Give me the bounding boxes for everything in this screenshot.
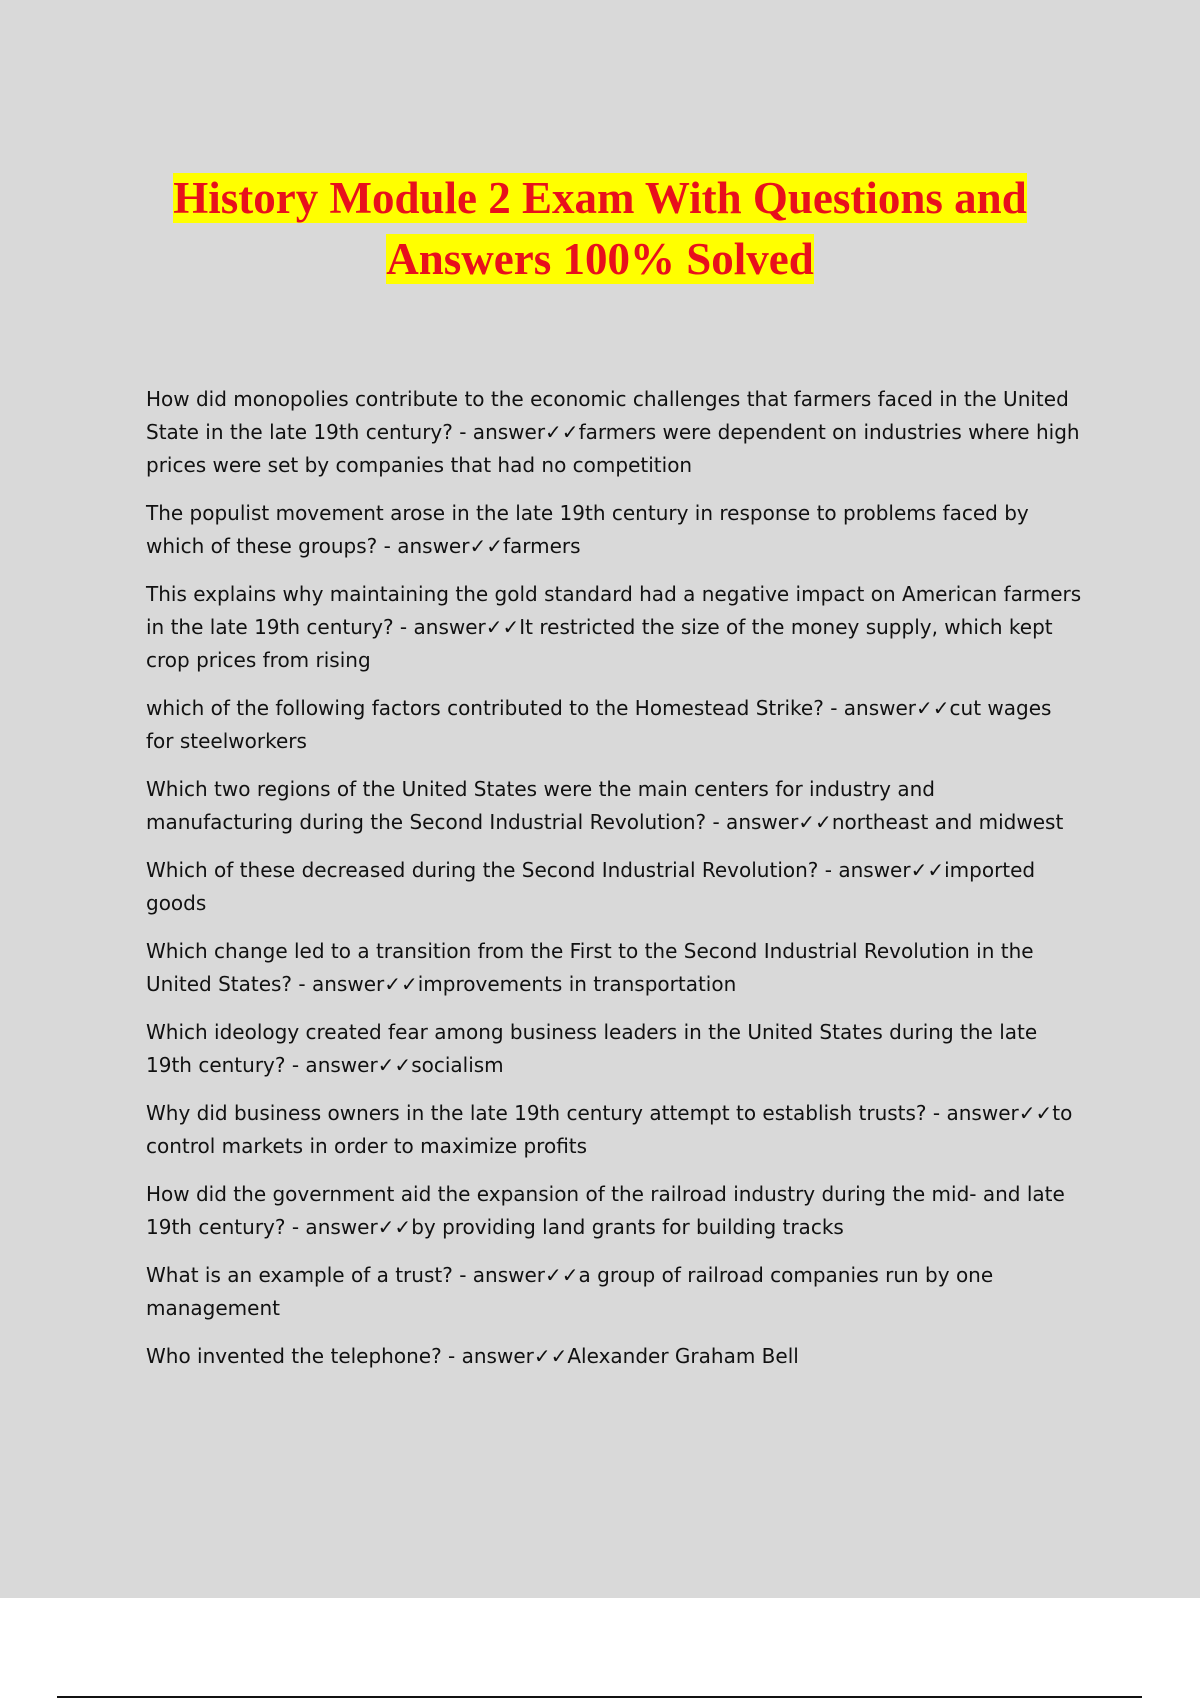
question-text: How did monopolies contribute to the economic challenges that farmers faced in the United State in the late 19th century? [146,387,1069,444]
qa-item [146,497,1082,563]
question-text: which of the following factors contributed to the Homestead Strike? [146,696,824,720]
answer-text: a group of railroad companies run by one management [146,1263,994,1320]
answer-marker: - answer✓✓ [441,1344,568,1368]
qa-item [146,773,1082,839]
answer-text: farmers [502,534,581,558]
qa-item [146,1097,1082,1163]
qa-item [146,1016,1082,1082]
answer-marker: - answer✓✓ [285,1215,412,1239]
answer-marker: - answer✓✓ [452,420,579,444]
qa-item [146,1259,1082,1325]
question-text: Which ideology created fear among business leaders in the United States during the late 19th century? [146,1020,1038,1077]
answer-text: socialism [411,1053,504,1077]
qa-item [146,935,1082,1001]
answer-text: by providing land grants for building tracks [411,1215,844,1239]
question-text: Which change led to a transition from the First to the Second Industrial Revolution in the United States? [146,939,1034,996]
question-text: What is an example of a trust? [146,1263,453,1287]
answer-text: farmers were dependent on industries where high prices were set by companies that had no competition [146,420,1080,477]
qa-item [146,1178,1082,1244]
question-text: Which two regions of the United States were the main centers for industry and manufacturing during the Second Industrial Revolution? [146,777,935,834]
answer-text: imported goods [146,858,1036,915]
answer-marker: - answer✓✓ [393,615,520,639]
answer-text: cut wages for steelworkers [146,696,1052,753]
document-title-text: History Module 2 Exam With Questions and Answers 100% Solved [173,173,1027,284]
question-text: Which of these decreased during the Second Industrial Revolution? [146,858,819,882]
question-text: This explains why maintaining the gold standard had a negative impact on American farmers in the late 19th century? [146,582,1082,639]
answer-text: It restricted the size of the money supply, which kept crop prices from rising [146,615,1053,672]
qa-list [146,383,1082,1388]
qa-item [146,854,1082,920]
answer-marker: - answer✓✓ [818,858,945,882]
answer-text: northeast and midwest [831,810,1064,834]
question-text: Why did business owners in the late 19th century attempt to establish trusts? [146,1101,927,1125]
answer-marker: - answer✓✓ [377,534,503,558]
answer-text: Alexander Graham Bell [567,1344,799,1368]
answer-marker: - answer✓✓ [285,1053,412,1077]
answer-marker: - answer✓✓ [823,696,950,720]
answer-marker: - answer✓✓ [292,972,418,996]
answer-marker: - answer✓✓ [452,1263,579,1287]
qa-item [146,692,1082,758]
question-text: How did the government aid the expansion of the railroad industry during the mid- and late 19th century? [146,1182,1065,1239]
qa-item [146,1340,1082,1373]
document-title [140,168,1060,290]
qa-item [146,383,1082,482]
answer-marker: - answer✓✓ [706,810,832,834]
question-text: The populist movement arose in the late 19th century in response to problems faced by which of these groups? [146,501,1029,558]
answer-text: to control markets in order to maximize profits [146,1101,1073,1158]
qa-item [146,578,1082,677]
answer-marker: - answer✓✓ [926,1101,1053,1125]
answer-text: improvements in transportation [417,972,737,996]
question-text: Who invented the telephone? [146,1344,442,1368]
page-divider-line [57,1696,1142,1698]
